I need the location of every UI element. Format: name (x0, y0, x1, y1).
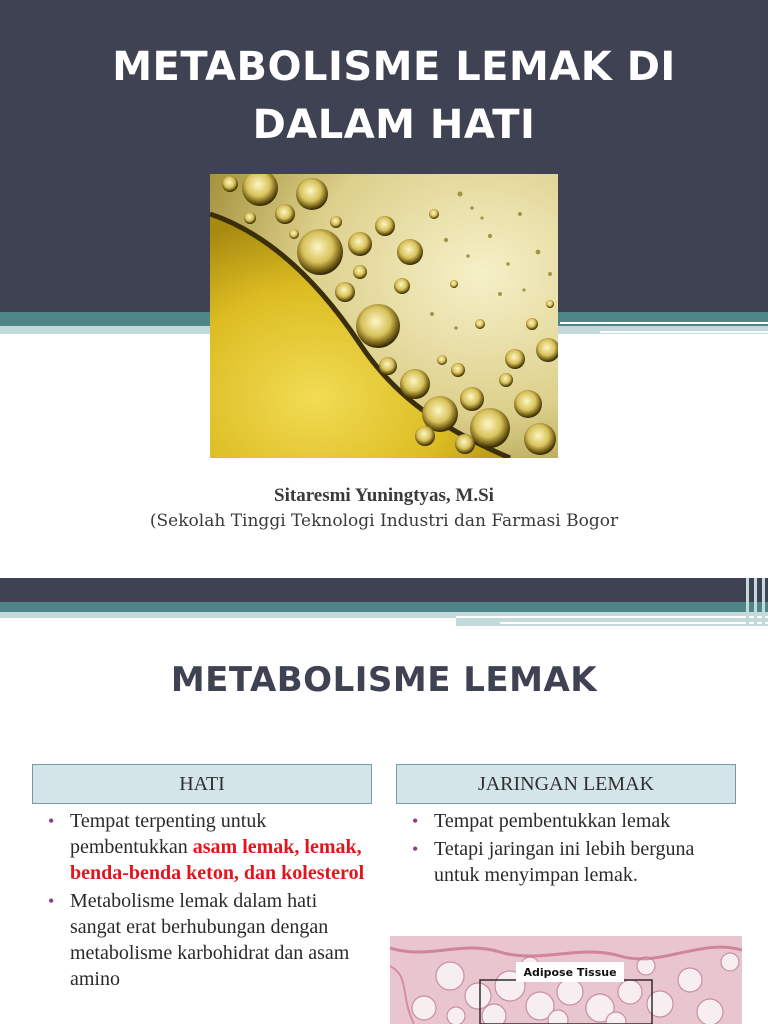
bullet-icon: • (48, 811, 55, 831)
jaringan-lemak-bullet-list (410, 808, 730, 890)
oil-bubbles-image (210, 174, 558, 458)
bullet-text: Tetapi jaringan ini lebih berguna untuk menyimpan lemak. (434, 838, 695, 886)
bullet-icon: • (412, 811, 419, 831)
accent-stripe (754, 578, 757, 626)
column-header-jaringan-lemak: JARINGAN LEMAK (396, 764, 736, 804)
accent-line (560, 322, 768, 324)
header-background (0, 578, 768, 602)
list-item (410, 808, 730, 834)
bullet-icon: • (48, 891, 55, 911)
accent-line (640, 340, 768, 342)
column-header-hati: HATI (32, 764, 372, 804)
bullet-text: Tempat terpenting untuk pembentukkan (70, 810, 267, 858)
accent-stripe (746, 578, 749, 626)
list-item (46, 888, 366, 992)
bullet-text: Tempat pembentukkan lemak (434, 810, 671, 832)
hati-bullet-list (46, 808, 366, 994)
accent-line (456, 616, 768, 618)
content-slide (0, 578, 768, 1024)
bullet-icon: • (412, 839, 419, 859)
author-name: Sitaresmi Yuningtyas, M.Si (274, 485, 494, 506)
accent-stripe (762, 578, 765, 626)
oil-bubbles-photo (210, 174, 558, 458)
adipose-tissue-label: Adipose Tissue (516, 962, 624, 982)
highlight-text: asam lemak, lemak, benda-benda keton, dan kolesterol (70, 836, 365, 884)
list-item (46, 808, 366, 886)
list-item (410, 836, 730, 888)
accent-line (500, 622, 768, 624)
slide-title: METABOLISME LEMAK (170, 660, 598, 700)
slide-title: METABOLISME LEMAK DI DALAM HATI (112, 44, 676, 148)
accent-line (600, 331, 768, 333)
teal-band (0, 602, 768, 612)
bullet-text: Metabolisme lemak dalam hati sangat erat berhubungan dengan metabolisme karbohidrat dan asam amino (70, 890, 350, 990)
adipose-tissue-image (390, 936, 742, 1024)
institution-name: (Sekolah Tinggi Teknologi Industri dan Farmasi Bogor (149, 511, 619, 531)
